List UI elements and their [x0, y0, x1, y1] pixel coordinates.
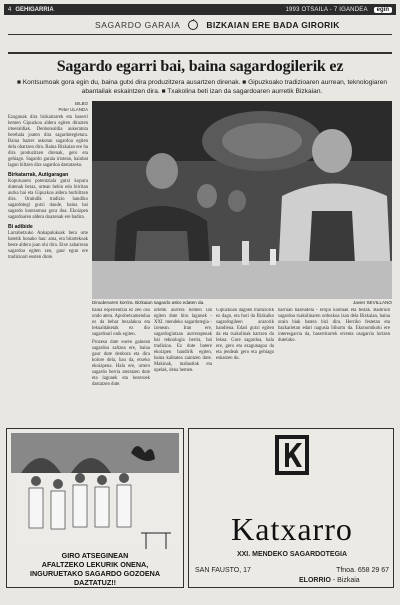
- col1-subhead-2: Bi adibide: [8, 224, 33, 230]
- kicker-right: BIZKAIAN ERE BADA GIRORIK: [206, 20, 340, 30]
- col5-paragraph: barruan bazeudela - erlijio kontuak eta festak. Badirudi sagardoa txakolinaren ordezkoa izan dela Bizkaian, baina orain biak batera bizi dira. Herriko festetan eta bazkarietan edari nagusia bihurtu da. Ekonomikoki ere interesgarria da, baserritarrek errenta osagarria lortzen dutelako.: [278, 308, 390, 343]
- col1-paragraph: Ezagunak dira bizkaitarrek eta baserri hemen Gipuzkoa aldera egiten dituzten irteeraldiak. Denborealdia aukeratuta berehala joaten dira sagardotegietara. Baina bazter askotan sagardoa egiten dela ohartzen dira. Baina Bizkaian ere ba dira produzitzen direnak, gero eta gehiago. Sagardo garaia iristean, hainbat lagun biltzen dira sagardoa dastatzeko.: [8, 115, 88, 168]
- advertisement-right: [188, 428, 394, 588]
- ad-left-slogan: [9, 551, 181, 587]
- advertisement-left: [6, 428, 184, 588]
- ad-right-address: SAN FAUSTO, 17: [195, 567, 251, 574]
- article-deck: ■ Kontsumoak gora egin du, baina gutxi dira produzitzera ausartzen direnak. ■ Gipuzkoako tradizioaren aurrean, teknologiaren abantailak eskaintzen dira. ■ Txakolina beti izan da sagardoaren aurretik Bizkaian.: [16, 79, 388, 95]
- ad-right-contact: [195, 567, 389, 574]
- page-header-bar: [4, 4, 396, 15]
- ad-left-photo: [11, 433, 179, 549]
- group-photo-illustration: [11, 433, 179, 549]
- photo-caption: Dinudenaren korrira. Bizkaian sagardo asko edaten da.: [92, 300, 205, 305]
- byline: Peter ULANDA: [58, 107, 88, 112]
- article-column-5: [278, 308, 390, 422]
- article-column-4: [216, 308, 274, 422]
- kicker-left: SAGARDO GARAIA: [95, 20, 181, 30]
- article-column-1: [8, 101, 88, 423]
- ad-right-name: Katxarro: [231, 511, 353, 547]
- ad-right-phone: Tfnoa. 658 29 67: [336, 567, 389, 574]
- col1-paragraph-3: Larrabetzuko Ankapalukoak bera urte batetik honako hau: ama, eta bitartekoak beste aldera joan ohi dira. Etxe zaharrean sagardoa egiten zen, gaur egun ere tradizioari eusten diote.: [8, 231, 88, 260]
- photo-credit: Javier SEVILLANO: [352, 300, 392, 305]
- col2-paragraph: baina esperientzia ez zen oso ondo atera. Aprobetxamendua ez da behar bezalakoa eta lekualdaketak ez dio sagardoari onik egiten.: [92, 308, 150, 337]
- ad-left-line-3: INGURUETAKO SAGARDO GOZOENA DAZTATUZ!!: [29, 569, 161, 587]
- section-kicker: [95, 18, 395, 32]
- photo-illustration: [92, 101, 392, 299]
- publication-logo: egin: [374, 7, 392, 13]
- col4-paragraph: Gipuzkoan dagoen tradiziorik ez dago, eta hori da Bizkaiko sagardogileen arazorik handiena. Edari gutxi egiten da eta txakolinak hartzen du lekua. Gure sagardoa, hala ere, gero eta ezagunagoa da eta jendeak gero eta gehiago eskatzen du.: [216, 308, 274, 361]
- ad-right-province: - Bizkaia: [332, 577, 360, 584]
- rule-top: [8, 34, 392, 35]
- col1-paragraph-2: Kopuruaren potentziala gutxi kopuru dutenak beraz, urtean behin edo birritan aurka bai eta Gipuzkoa aldera hurbiltzen dira. Oraindik tradizio handiko sagardotegi gutxi daude, baina bai sagardo kontsumoa gora doa. Ekoizpen sagardoaren aldera doazenak ere badira.: [8, 179, 88, 220]
- article-photo: [92, 101, 392, 299]
- article-column-2: [92, 308, 150, 422]
- col2-paragraph-2: Prozesu dute euren gainean sagardoa saltzea ere, baina gaur dute denbora eta dira kolore dela, hau da, etxeko ekoizpena. Hala ere, urtero sagardo berria ateratzen dute eta lagunek eta bezeroek dastatzen dute.: [92, 340, 150, 387]
- dateline: BILBO: [75, 101, 88, 106]
- photo-caption-row: [92, 300, 392, 305]
- page-number: 4: [8, 6, 12, 13]
- section-name: GEHIGARRIA: [15, 6, 54, 13]
- ad-right-location: [299, 577, 393, 584]
- ad-left-line-1: GIRO ATSEGINEAN: [61, 551, 129, 560]
- katxarro-logo-icon: [275, 435, 309, 475]
- article-headline: Sagardo egarri bai, baina sagardogilerik ez: [56, 58, 344, 75]
- ad-left-line-2: AFALTZEKO LEKURIK ONENA,: [41, 560, 149, 569]
- apple-pin-icon: [186, 19, 200, 31]
- issue-date: 1993 OTSAILA - 7 IGANDEA: [285, 6, 368, 13]
- col1-subhead: Birkatarrak, Autigaragan: [8, 172, 69, 178]
- ad-right-city: ELORRIO: [299, 577, 331, 584]
- ad-right-subtitle: XXI. MENDEKO SAGARDOTEGIA: [236, 551, 348, 558]
- rule-headline: [8, 52, 392, 54]
- col3-paragraph: urtetik aurrera hemen lan egiten dute hiru lagunek - XXI. mendeko sagardotegia - izenean. Iran ere, sagardogintzan aurrerapenak bai teknologia berria, bai tradizioa. Ez dute batere ekoizpen handirik egiten, baina kalitatea zaintzen dute. Makinak, mahastiak eta upelak, dena hemen.: [154, 308, 212, 373]
- article-column-3: [154, 308, 212, 422]
